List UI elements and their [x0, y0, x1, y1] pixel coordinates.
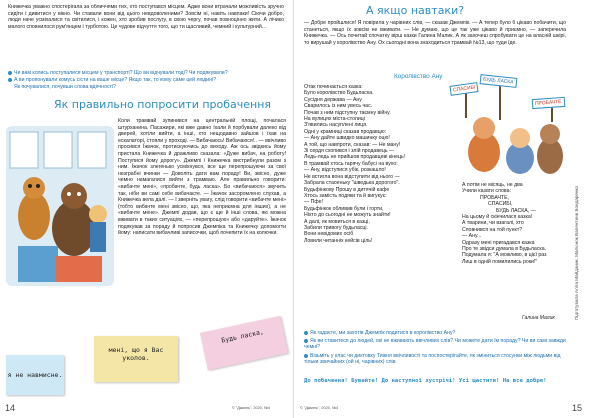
- left-story-text: Коли трамвай зупинився на центральній площі, почалася штурханина. Пасажири, які вже давно їхали й порбували далеко від дверей, хотіли вийти, а інші, хто нещодавно зайшов і їхав на ескалаторі, стояли у проході. — Вибачаюсь! Вибачаюся!.. — ввічливо просився Їжачок, протискуючись до виходу. Аж ось звідкись йому пристала Книжечка й дражливо сказала: «Дуже вибач, на роботу! Поступися йому дорогу». Джемпі і Книжечка вистрибнули разом з ним. Їжачок злегенько усміхнувся, все ще перепрошуючи за свої незграбні вчинки — Доволіть дати вам пораду! Ви, звісно, дуже чемно намагалися вийти з трамваю. Але правильно говорити: «вибачте мені», «пробачте, будь ласка». Бо «вибачаюся» звучить так, ніби ви самі себе вибачаєте. — Їжачок засоромлено слухав, а Книжечка вела далі. — І зверніть увагу, слід говорити «вибачте мені» (тобто вибачте мені звісно, що, яка неприємна для інших), а не «вибачте мене». Джемпі додав, що є ще й інші слова, які можна вживати в таких ситуаціях, — «перепрошую» або «даруйте». Їжачок подякував за пораду й попросив Джемпіка та Книжечку допомогти йому: написати вибачливі записочки, щоб почепити їх на колючки.: [118, 118, 286, 237]
- poem-line: Було королівство Будьласка.: [304, 90, 374, 97]
- page-number-left: 14: [5, 403, 16, 413]
- poem-line: Будьфінкок обливив були і горти,: [304, 205, 384, 212]
- note-please: Будь ласка,: [200, 316, 288, 370]
- poem-line: Отак починається казка:: [304, 84, 363, 90]
- bullet-icon: [8, 71, 12, 75]
- poem-line: Забили тривогу будьласці.: [304, 224, 368, 231]
- sign-please: БУДЬ ЛАСКА: [480, 74, 517, 88]
- poem-line: Учили казати слова:: [462, 188, 511, 195]
- poem-line: Вони невідомих осіб: [304, 231, 354, 238]
- right-page: [294, 0, 589, 418]
- bullet-icon: [304, 354, 308, 358]
- section-heading-right: А якщо навтаки?: [366, 4, 465, 17]
- poem-line: Одні у крамниці сказав продавцю:: [304, 128, 387, 135]
- poem-line: З'явились насуплені лиця.: [304, 122, 368, 129]
- poem-line: Одразу мені пригадався казка: [462, 239, 535, 246]
- poem-line: СПАСИБІ,: [488, 201, 513, 208]
- poem-line: Забрала стаоеньку "шведька дорогого".: [304, 180, 400, 187]
- sign-sorry: ПРОБАЧТЕ: [532, 97, 565, 109]
- poem-line: Ніхто до сьогодні не можуть знайти!: [304, 212, 391, 219]
- poem-line: На цьому й скінчилася казка!: [462, 214, 533, 221]
- poem-line: Зі сердя схопився і злій продавець —: [304, 148, 395, 155]
- side-credit: Підготувала Алла Майданик. Малюнок Валентини Бондаренко: [574, 185, 579, 320]
- poem-line: Почав з ним підступну таємну війну.: [304, 109, 391, 116]
- bullet-icon: [304, 339, 308, 343]
- poem-column-2: [462, 182, 570, 312]
- poem-line: — Ану, відступися убік, розкашло!: [304, 167, 386, 174]
- poem-line: ПРОБАЧТЕ,: [480, 194, 509, 201]
- sign-thank-you: СПАСИБІ: [449, 82, 478, 96]
- bullet-icon: [8, 78, 12, 82]
- left-question-2: А ви пропонували комусь сісти на ваше місце? Якщо так, то кому саме цей людині?: [8, 77, 288, 83]
- poem-line: — Ану дайте швидко машинку оцю!: [304, 135, 390, 142]
- poem-column-1: [304, 84, 464, 304]
- right-question-2: Як ви ставитеся до людей, які не вживають ввічливих слів? Чи можете дати їм пораду? Чи ви самі завжди чемні?: [304, 338, 566, 351]
- poem-line: Сварилось із ним увесь час.: [304, 103, 373, 110]
- left-question-3: Як почувалися, почувши слова вдячності?: [14, 84, 116, 90]
- bullet-icon: [304, 331, 308, 335]
- poem-line: Не встигла вона відступити від нього —: [304, 173, 400, 180]
- poem-line: Сповнився на той пункт?: [462, 226, 523, 233]
- poem-line: На вулицях міста-столиці: [304, 116, 365, 123]
- poem-line: Ледь-ледь не прийшов продавцеві кінець!: [304, 154, 406, 161]
- section-heading: Як правильно попросити пробачення: [54, 98, 272, 111]
- page-number-right: 15: [572, 403, 583, 413]
- poem-line: А той, що навпроти, сказав: — Не ману!: [304, 141, 401, 148]
- poem-line: А далі, як мовиться в казці,: [304, 218, 370, 225]
- left-page: [0, 0, 294, 418]
- right-intro-text: — Добре пройшлися! Я повірила у чарівних слів, — сказав Джемпік. — А тепер було б цікаво побачити, що станеться, якщо їх зовсім не вживати. — Не думаю, що це так уже цікаво й приємно, — заперечила Книжечка. — Ось почитай спочатку вірш казки Галина Малик. А як захочеш спробувати це на власній шкірі, то вирушай у королівство Ану. Ох сьогодні вона знаходиться трамвай №13, що туди їде.: [304, 20, 566, 46]
- poem-line: В трамвай хтось гарячу бабусі на вухо:: [304, 160, 398, 167]
- right-question-1: Як гадаєте, ми захотів Джемпік подитися в королівство Ану?: [304, 330, 568, 336]
- closing-line: До побачення! Бувайте! До наступної зустрічі! Усі щастити! На все добре!: [304, 378, 547, 384]
- poem-author: Галина Малик: [522, 315, 555, 321]
- poem-line: Про те звідси думала в Будьласка.: [462, 246, 547, 253]
- note-not-on-purpose: я не навмисне.: [6, 355, 64, 395]
- poem-line: Лиш в одній помилились роки!": [462, 258, 538, 265]
- poem-line: А потім не місяць, не два: [462, 182, 523, 188]
- poem-line: — Пфе!: [304, 199, 323, 206]
- left-intro-text: Книжечка уважно спостерігала за обличчями тих, хто поступався місцем. Адже вони втрачали можливість зручно сидіти і дивитися у вікно. Чи ставали вони від цього невдоволеними? Зовсім ні, навіть навпаки! Сіючи добро, люди наче усміхалися та світилися, і кожен, хто зробив послугу, в свою чергу, почав повноцінно жити. А лічико малого сповнилося рум'янцем і турботою. Це чудове відчуття того, що ти щасливий, чемний і культурний...: [8, 4, 284, 30]
- poem-line: Подумала я: "А можливо, в цієї раз: [462, 252, 547, 259]
- poem-line: Будьфінкову Прошу в дитячій кафе: [304, 186, 390, 193]
- poem-line: Хтось замість подяки та й вигукує:: [304, 192, 387, 199]
- footer-left: © "Джміль", 2020, №4: [232, 406, 271, 410]
- poem-line: Сусідня держава — Ану: [304, 96, 362, 103]
- note-pricked-you: мені, що я Вас уколов.: [94, 336, 178, 382]
- poem-line: — Ану...: [462, 233, 482, 240]
- poem-title: Королівство Ану: [394, 73, 443, 80]
- right-question-3: Візьміть у клас чи диктовку Тижня ввічливості та поспостерігайте, як зміниться стосунки між людьми від тільки звичайних (ой ні, чарівних) слів.: [304, 353, 561, 366]
- footer-right: © "Джміль", 2020, №4: [300, 406, 339, 410]
- poem-line: Ловили читанніх кейсів ціль!: [304, 237, 373, 244]
- poem-line: БУДЬ ЛАСКА, —: [496, 207, 536, 214]
- poem-line: А тварини, чи взагалі, хто: [462, 220, 524, 227]
- tram-illustration: [4, 118, 116, 290]
- left-question-1: Чи вам колись поступалися місцем у транспорті? Що ви відчували тоді? Чи подякували?: [8, 70, 288, 76]
